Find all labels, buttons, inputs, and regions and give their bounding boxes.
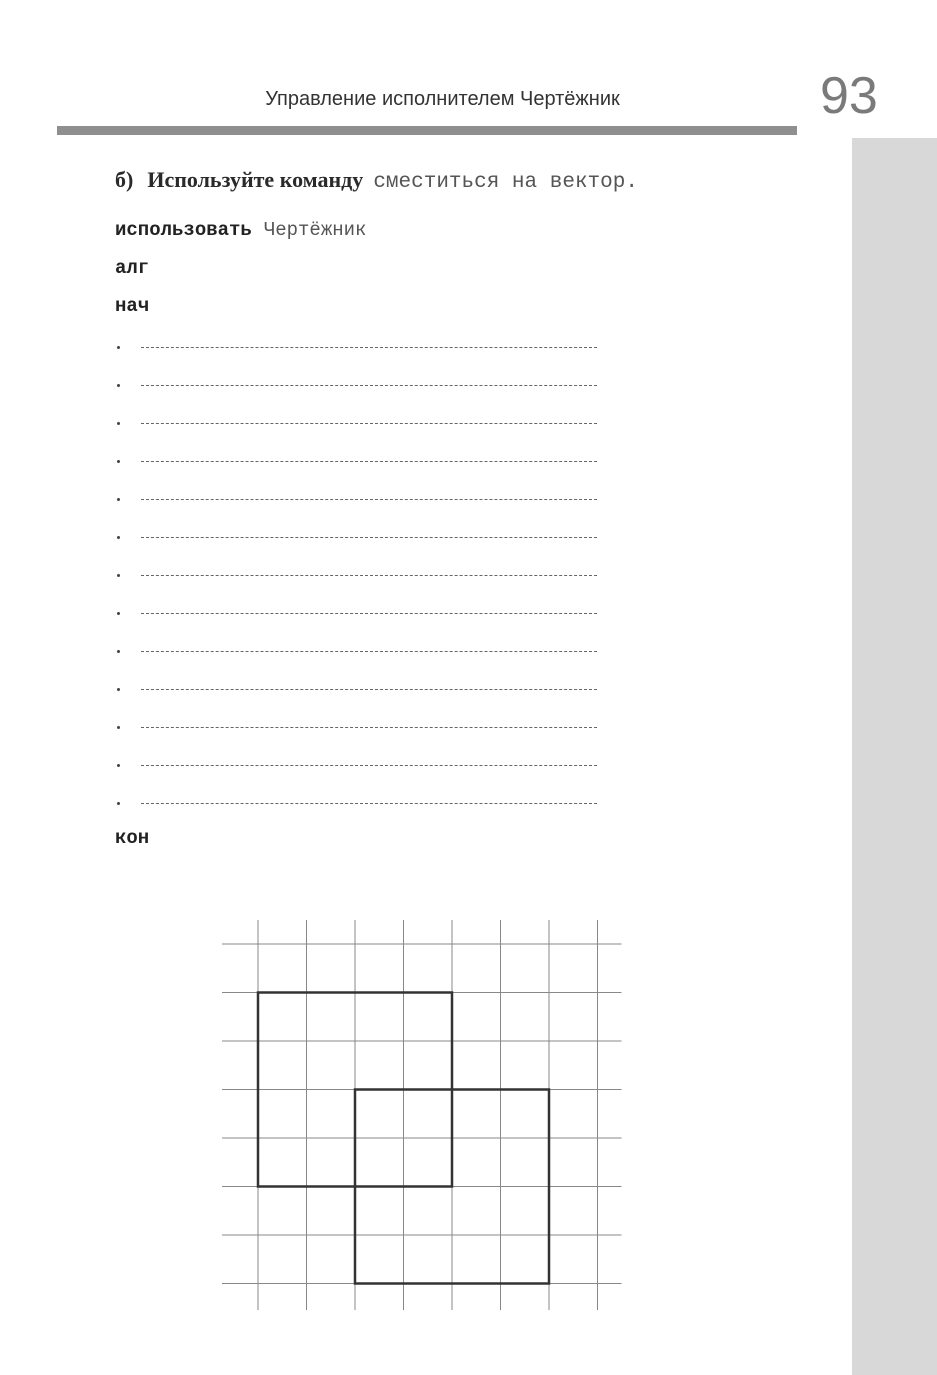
- page-edge-strip: [852, 138, 937, 1375]
- dashed-rule: [141, 575, 597, 576]
- dashed-rule: [141, 537, 597, 538]
- dashed-rule: [141, 651, 597, 652]
- dashed-rule: [141, 461, 597, 462]
- dashed-rule: [141, 347, 597, 348]
- answer-line: [117, 715, 607, 753]
- dashed-rule: [141, 689, 597, 690]
- line-dot: [117, 422, 120, 425]
- line-dot: [117, 650, 120, 653]
- code-end: кон: [115, 827, 150, 849]
- answer-line: [117, 677, 607, 715]
- running-header: Управление исполнителем Чертёжник: [265, 88, 620, 110]
- dashed-rule: [141, 423, 597, 424]
- task-text: Используйте команду: [147, 167, 364, 192]
- line-dot: [117, 346, 120, 349]
- line-dot: [117, 536, 120, 539]
- answer-line: [117, 791, 607, 829]
- page-number: 93: [820, 67, 878, 125]
- line-dot: [117, 802, 120, 805]
- line-dot: [117, 688, 120, 691]
- use-name: Чертёжник: [263, 219, 367, 241]
- code-alg: алг: [115, 257, 150, 279]
- code-use-line: [115, 218, 366, 242]
- use-keyword: использовать: [115, 219, 252, 241]
- answer-lines: [117, 335, 607, 829]
- line-dot: [117, 764, 120, 767]
- dashed-rule: [141, 499, 597, 500]
- header-rule: [57, 126, 797, 135]
- answer-line: [117, 335, 607, 373]
- line-dot: [117, 726, 120, 729]
- line-dot: [117, 498, 120, 501]
- dashed-rule: [141, 765, 597, 766]
- line-dot: [117, 384, 120, 387]
- code-begin: нач: [115, 295, 150, 317]
- dashed-rule: [141, 727, 597, 728]
- task-command: сместиться на вектор.: [373, 171, 638, 194]
- answer-line: [117, 487, 607, 525]
- answer-line: [117, 525, 607, 563]
- answer-line: [117, 373, 607, 411]
- answer-line: [117, 601, 607, 639]
- line-dot: [117, 612, 120, 615]
- task-statement: [115, 166, 638, 197]
- line-dot: [117, 460, 120, 463]
- task-label: б): [115, 167, 134, 192]
- answer-line: [117, 639, 607, 677]
- dashed-rule: [141, 613, 597, 614]
- grid-drawing: [222, 920, 627, 1310]
- answer-line: [117, 449, 607, 487]
- dashed-rule: [141, 803, 597, 804]
- answer-line: [117, 563, 607, 601]
- line-dot: [117, 574, 120, 577]
- dashed-rule: [141, 385, 597, 386]
- answer-line: [117, 753, 607, 791]
- answer-line: [117, 411, 607, 449]
